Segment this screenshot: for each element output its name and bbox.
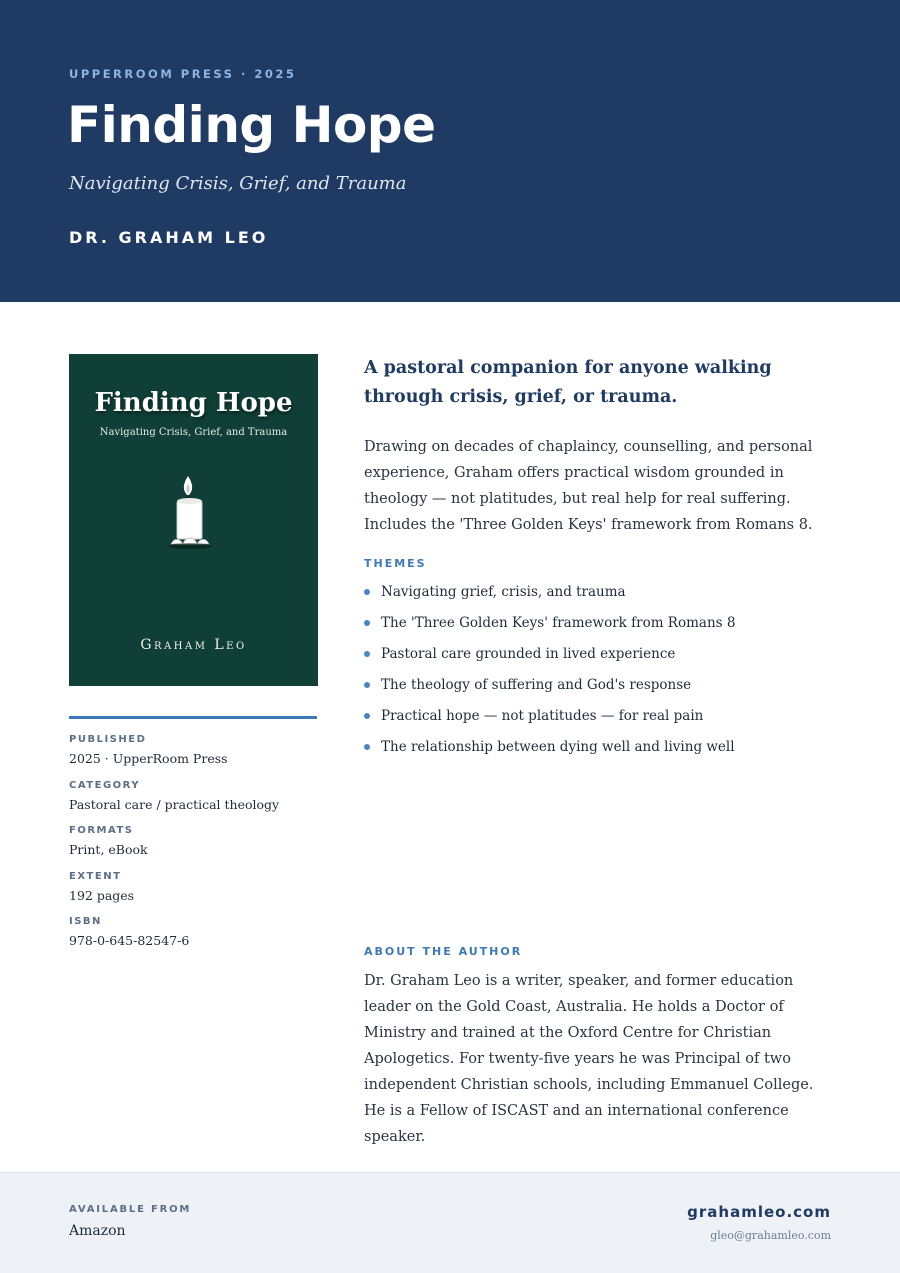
- header-banner: [0, 0, 900, 302]
- page-subtitle: Navigating Crisis, Grief, and Trauma: [69, 173, 407, 194]
- theme-text: Practical hope — not platitudes — for real pain: [381, 708, 704, 724]
- meta-label: CATEGORY: [69, 779, 141, 791]
- book-details: [69, 733, 319, 961]
- list-item: [364, 704, 834, 735]
- available-retailer: Amazon: [69, 1223, 126, 1239]
- available-label: AVAILABLE FROM: [69, 1204, 192, 1215]
- meta-extent: [69, 870, 319, 916]
- page-title: Finding Hope: [67, 96, 436, 154]
- bullet-icon: [364, 744, 370, 750]
- theme-text: Navigating grief, crisis, and trauma: [381, 584, 626, 600]
- publisher-eyebrow: UPPERROOM PRESS · 2025: [69, 67, 297, 81]
- bullet-icon: [364, 620, 370, 626]
- book-cover: [69, 354, 318, 686]
- theme-text: The 'Three Golden Keys' framework from Romans 8: [381, 615, 736, 631]
- meta-value: Pastoral care / practical theology: [69, 796, 280, 812]
- meta-value: 978-0-645-82547-6: [69, 933, 190, 948]
- book-description: Drawing on decades of chaplaincy, counselling, and personal experience, Graham offers practical wisdom grounded in theology — not platitudes, but real help for real suffering. Includes the 'Three Golden Keys' framework from Romans 8.: [364, 439, 813, 533]
- list-item: [364, 673, 834, 704]
- meta-value: 2025 · UpperRoom Press: [69, 751, 228, 766]
- about-author-text: Dr. Graham Leo is a writer, speaker, and former education leader on the Gold Coast, Australia. He holds a Doctor of Ministry and trained at the Oxford Centre for Christian Apologetics. For twenty-five years he was Principal of two independent Christian schools, including Emmanuel College. He is a Fellow of ISCAST and an international conference speaker.: [364, 973, 814, 1145]
- website-link[interactable]: grahamleo.com: [687, 1203, 831, 1221]
- cover-author: Graham Leo: [140, 637, 247, 653]
- meta-category: [69, 779, 319, 825]
- meta-published: [69, 733, 319, 779]
- meta-label: EXTENT: [69, 870, 122, 882]
- list-item: [364, 642, 834, 673]
- meta-label: PUBLISHED: [69, 734, 147, 745]
- candle-icon: [165, 474, 223, 556]
- meta-value: 192 pages: [69, 887, 135, 903]
- theme-text: The theology of suffering and God's response: [381, 677, 692, 693]
- themes-list: [364, 580, 834, 766]
- theme-text: Pastoral care grounded in lived experience: [381, 646, 676, 662]
- themes-heading: THEMES: [364, 557, 427, 570]
- meta-label: ISBN: [69, 916, 102, 927]
- footer: [0, 1172, 900, 1273]
- bullet-icon: [364, 651, 370, 657]
- author-name: DR. GRAHAM LEO: [69, 228, 269, 247]
- meta-formats: [69, 824, 319, 870]
- cover-subtitle: Navigating Crisis, Grief, and Trauma: [99, 427, 288, 438]
- about-heading: ABOUT THE AUTHOR: [364, 945, 523, 958]
- meta-divider: [69, 716, 317, 719]
- email-link[interactable]: gleo@grahamleo.com: [710, 1229, 831, 1242]
- bullet-icon: [364, 589, 370, 595]
- bullet-icon: [364, 713, 370, 719]
- meta-value: Print, eBook: [69, 842, 148, 857]
- list-item: [364, 580, 834, 611]
- theme-text: The relationship between dying well and living well: [381, 739, 735, 755]
- lede-heading: A pastoral companion for anyone walking through crisis, grief, or trauma.: [364, 358, 772, 407]
- meta-isbn: [69, 915, 319, 961]
- cover-title: Finding Hope: [94, 388, 293, 418]
- list-item: [364, 735, 834, 766]
- meta-label: FORMATS: [69, 825, 134, 836]
- list-item: [364, 611, 834, 642]
- bullet-icon: [364, 682, 370, 688]
